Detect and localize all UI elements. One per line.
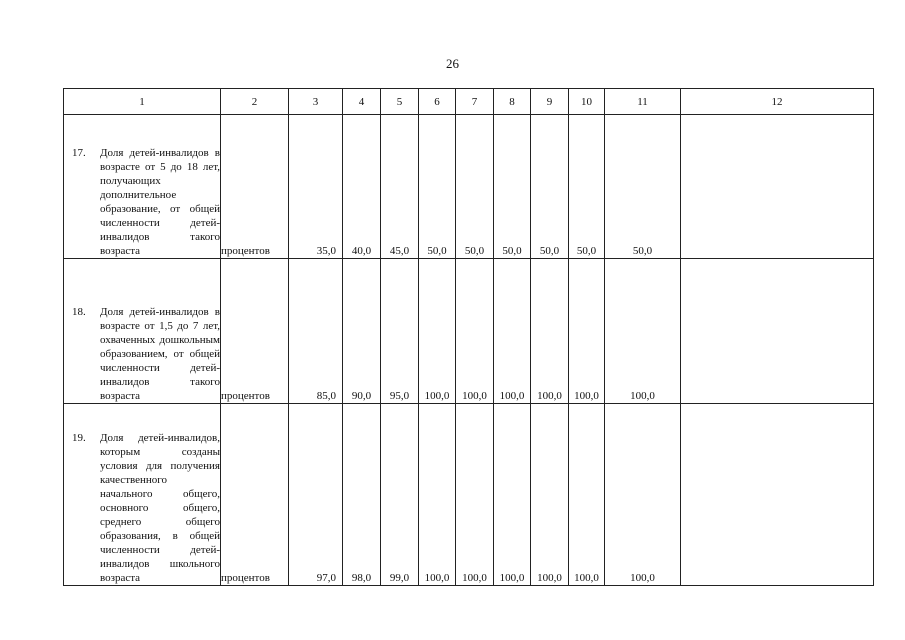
- indicator-name: Доля детей-инвалидов в возрасте от 5 до 18 лет, получающих дополнительное образование, от общей численности детей-инвалидов такого возраста: [100, 147, 220, 257]
- row-number: 19.: [72, 432, 86, 444]
- value-cell: 50,0: [531, 115, 569, 259]
- value-cell: 40,0: [343, 115, 381, 259]
- indicator-name-cell: [64, 115, 221, 259]
- header-col-1: 1: [64, 89, 221, 115]
- value-cell: 100,0: [456, 259, 494, 404]
- indicator-name: Доля детей-инвалидов, которым созданы условия для получения качественного начального общего, основного общего, среднего общего образования, в общей численности детей-инвалидов школьного возраста: [100, 432, 220, 584]
- header-col-4: 4: [343, 89, 381, 115]
- value-cell: 100,0: [494, 259, 531, 404]
- unit-cell: процентов: [221, 259, 289, 404]
- value-cell: 97,0: [289, 404, 343, 586]
- header-row: [64, 89, 874, 115]
- value-cell: 99,0: [381, 404, 419, 586]
- header-col-8: 8: [494, 89, 531, 115]
- header-col-12: 12: [681, 89, 874, 115]
- value-cell: 100,0: [605, 404, 681, 586]
- page-number: 26: [446, 56, 459, 71]
- value-cell: 35,0: [289, 115, 343, 259]
- value-cell: 100,0: [494, 404, 531, 586]
- header-col-10: 10: [569, 89, 605, 115]
- value-cell: 95,0: [381, 259, 419, 404]
- header-col-2: 2: [221, 89, 289, 115]
- value-cell: 100,0: [531, 259, 569, 404]
- value-cell: 100,0: [569, 404, 605, 586]
- value-cell: 100,0: [456, 404, 494, 586]
- unit-cell: процентов: [221, 115, 289, 259]
- value-cell: 100,0: [419, 259, 456, 404]
- value-cell: 100,0: [605, 259, 681, 404]
- header-col-9: 9: [531, 89, 569, 115]
- value-cell: 85,0: [289, 259, 343, 404]
- value-cell: 100,0: [569, 259, 605, 404]
- indicators-table: [63, 88, 874, 586]
- indicator-name-cell: [64, 259, 221, 404]
- table-row: [64, 259, 874, 404]
- header-col-7: 7: [456, 89, 494, 115]
- header-col-5: 5: [381, 89, 419, 115]
- col12-cell: [681, 259, 874, 404]
- value-cell: 100,0: [531, 404, 569, 586]
- row-number: 18.: [72, 306, 86, 318]
- table-row: [64, 115, 874, 259]
- value-cell: 50,0: [605, 115, 681, 259]
- unit-cell: процентов: [221, 404, 289, 586]
- indicator-name-cell: [64, 404, 221, 586]
- table-row: [64, 404, 874, 586]
- value-cell: 100,0: [419, 404, 456, 586]
- indicator-name: Доля детей-инвалидов в возрасте от 1,5 до 7 лет, охваченных дошкольным образованием, от общей численности детей-инвалидов такого возраста: [100, 306, 220, 402]
- value-cell: 98,0: [343, 404, 381, 586]
- header-col-11: 11: [605, 89, 681, 115]
- row-number: 17.: [72, 147, 86, 159]
- value-cell: 45,0: [381, 115, 419, 259]
- value-cell: 90,0: [343, 259, 381, 404]
- value-cell: 50,0: [569, 115, 605, 259]
- header-col-6: 6: [419, 89, 456, 115]
- col12-cell: [681, 404, 874, 586]
- value-cell: 50,0: [456, 115, 494, 259]
- value-cell: 50,0: [419, 115, 456, 259]
- col12-cell: [681, 115, 874, 259]
- value-cell: 50,0: [494, 115, 531, 259]
- header-col-3: 3: [289, 89, 343, 115]
